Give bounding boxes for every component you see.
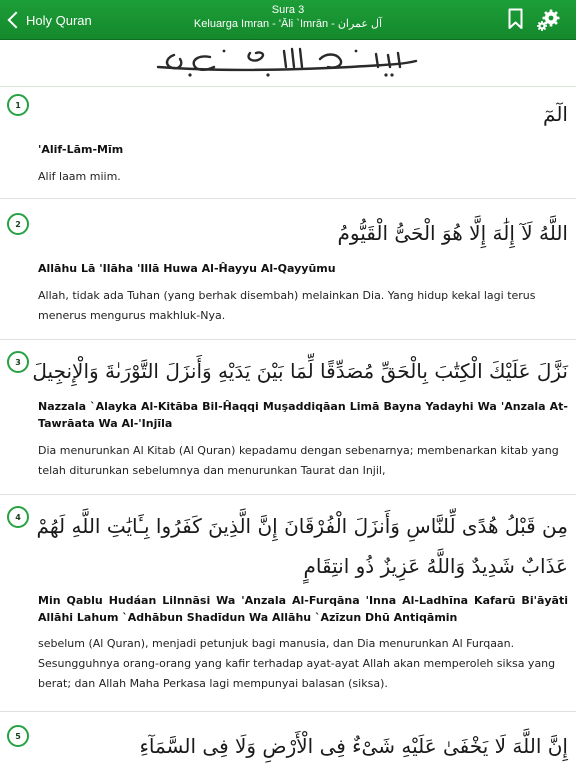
- verse-arabic-text: اللَّهُ لَآ إِلَٰهَ إِلَّا هُوَ الْحَىُّ الْقَيُّومُ: [337, 221, 568, 245]
- verse-5[interactable]: [0, 713, 576, 768]
- verse-number-badge: 4: [7, 506, 29, 528]
- verse-2[interactable]: [0, 200, 576, 340]
- bismillah-banner: [0, 41, 576, 87]
- verse-4[interactable]: [0, 496, 576, 712]
- gear-icon[interactable]: [536, 8, 560, 32]
- verse-number-badge: 5: [7, 725, 29, 747]
- verse-transliteration: Nazzala `Alayka Al-Kitāba Bil-Ĥaqqi Muşaddiqāan Limā Bayna Yadayhi Wa 'Anzala At-Tawrāata Wa Al-'Injīla: [38, 400, 568, 430]
- verse-3[interactable]: [0, 341, 576, 495]
- back-button[interactable]: [6, 9, 92, 31]
- verse-transliteration: Min Qablu Hudáan Lilnnāsi Wa 'Anzala Al-Furqāna 'Inna Al-Ladhīna Kafarū Bi'āyāti Allāhi Lahum `Adhābun Shadīdun Wa Allāhu `Azīzun Dhū Antiqāmin: [38, 594, 568, 624]
- verse-translation: Dia menurunkan Al Kitab (Al Quran) kepadamu dengan sebenarnya; membenarkan kitab yang telah diturunkan sebelumnya dan menurunkan Taurat dan Injil,: [38, 444, 559, 477]
- verse-translation: sebelum (Al Quran), menjadi petunjuk bagi manusia, dan Dia menurunkan Al Furqaan. Sesungguhnya orang-orang yang kafir terhadap ayat-ayat Allah akan memperoleh siksa yang berat; dan Allah Maha Perkasa lagi mempunyai balasan (siksa).: [38, 637, 556, 690]
- sura-title: [150, 4, 426, 31]
- verse-transliteration: 'Alif-Lām-Mīm: [38, 143, 124, 156]
- verse-arabic-text: الٓمٓ: [543, 102, 568, 126]
- verse-arabic-text: مِن قَبْلُ هُدًى لِّلنَّاسِ وَأَنزَلَ الْفُرْقَانَ إِنَّ الَّذِينَ كَفَرُوا بِـَٔايَٰتِ اللَّهِ لَهُمْ عَذَابٌ شَدِيدٌ وَاللَّهُ عَزِيزٌ ذُو انتِقَامٍ: [36, 514, 568, 578]
- verse-transliteration: Allāhu Lā 'Ilāha 'Illā Huwa Al-Ĥayyu Al-Qayyūmu: [38, 262, 336, 275]
- sura-number: Sura 3: [271, 4, 305, 16]
- bismillah-calligraphy: [150, 45, 426, 83]
- verse-number-badge: 1: [7, 94, 29, 116]
- verse-arabic-text: نَزَّلَ عَلَيْكَ الْكِتَٰبَ بِالْحَقِّ مُصَدِّقًا لِّمَا بَيْنَ يَدَيْهِ وَأَنزَلَ التَّوْرَىٰةَ وَالْإِنجِيلَ: [32, 359, 568, 383]
- navigation-bar: [0, 0, 576, 40]
- verse-number-badge: 2: [7, 213, 29, 235]
- verse-arabic-text: إِنَّ اللَّهَ لَا يَخْفَىٰ عَلَيْهِ شَىْءٌ فِى الْأَرْضِ وَلَا فِى السَّمَآءِ: [139, 734, 568, 758]
- sura-name: Keluarga Imran - 'Āli `Imrān - آل عمران: [193, 18, 383, 30]
- chevron-left-icon: [8, 12, 25, 29]
- verse-translation: Allah, tidak ada Tuhan (yang berhak disembah) melainkan Dia. Yang hidup kekal lagi terus menerus mengurus makhluk-Nya.: [38, 289, 536, 322]
- back-button-label: Holy Quran: [26, 12, 92, 28]
- verse-number-badge: 3: [7, 351, 29, 373]
- bookmark-icon[interactable]: [508, 8, 523, 30]
- verse-translation: Alif laam miim.: [38, 170, 121, 183]
- verse-1[interactable]: [0, 87, 576, 199]
